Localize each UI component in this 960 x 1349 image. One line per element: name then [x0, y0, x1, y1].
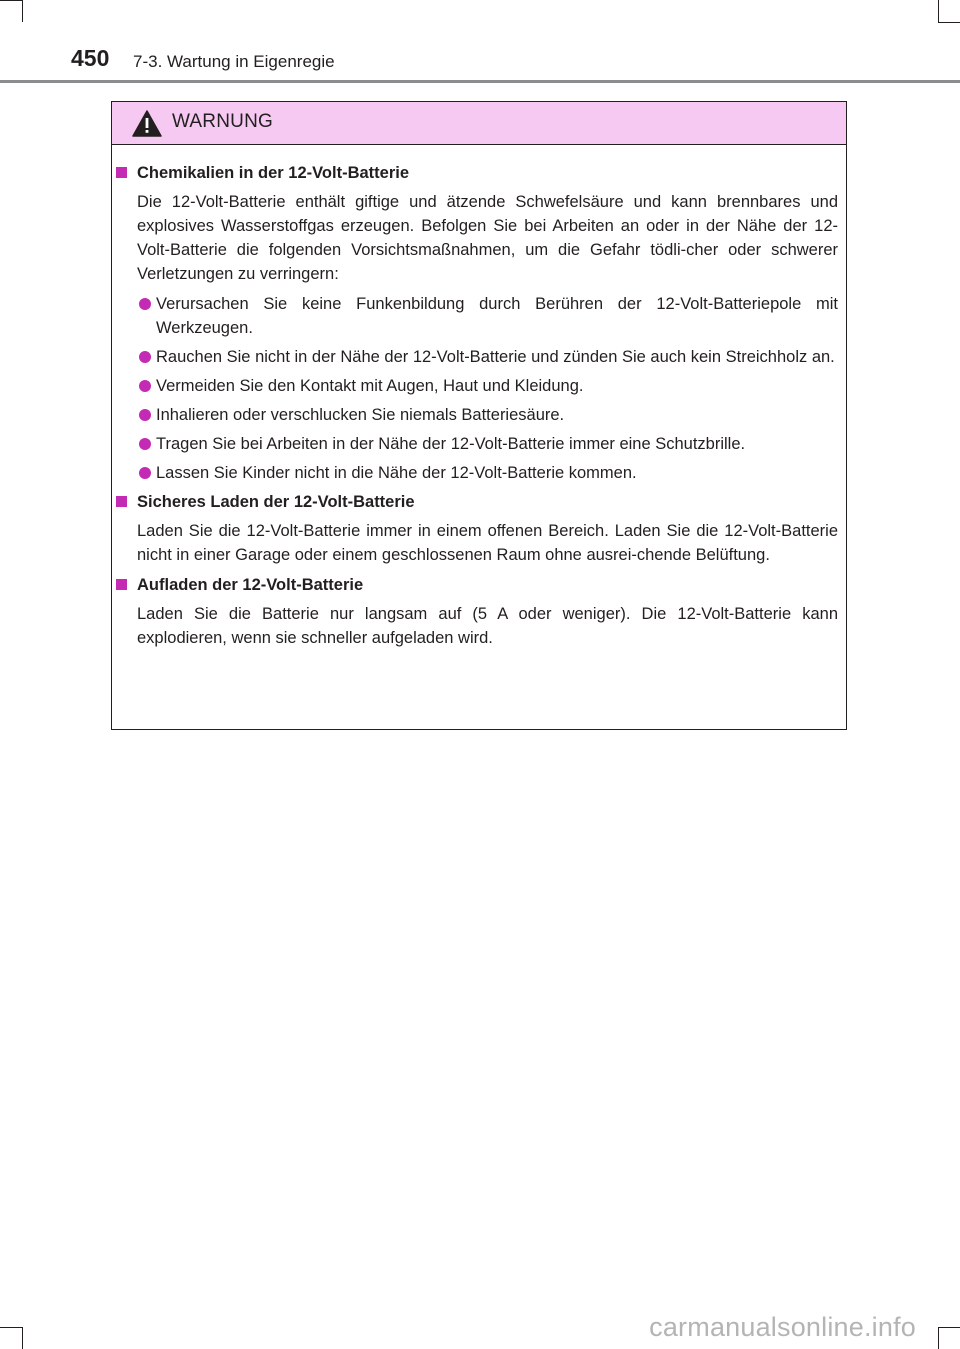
crop-mark — [938, 22, 960, 23]
circle-bullet-icon — [139, 380, 151, 392]
circle-bullet-icon — [139, 467, 151, 479]
crop-mark — [938, 1327, 960, 1328]
section-heading — [112, 161, 846, 185]
list-item — [156, 461, 838, 485]
crop-mark — [938, 1327, 939, 1349]
list-item-text: Lassen Sie Kinder nicht in die Nähe der 12-Volt-Batterie kommen. — [156, 464, 637, 482]
warning-box — [111, 101, 847, 730]
section-heading-text: Aufladen der 12-Volt-Batterie — [137, 576, 364, 594]
warning-title: WARNUNG — [172, 111, 273, 132]
square-bullet-icon — [116, 496, 127, 507]
crop-mark — [22, 1327, 23, 1349]
list-item — [156, 292, 838, 340]
section-text: Die 12-Volt-Batterie enthält giftige und ätzende Schwefelsäure und kann brennbares und explosives Wasserstoffgas erzeugen. Befolgen Sie bei Arbeiten an oder in der Nähe der 12-Volt-Batterie die folgenden Vorsichtsmaßnahmen, um die Gefahr tödli-cher oder schwerer Verletzungen zu verringern: — [137, 193, 838, 283]
section-text: Laden Sie die Batterie nur langsam auf (5 A oder weniger). Die 12-Volt-Batterie kann explodieren, wenn sie schneller aufgeladen wird. — [137, 605, 838, 647]
section-title: 7-3. Wartung in Eigenregie — [133, 52, 335, 71]
warning-section — [112, 490, 846, 567]
section-heading — [112, 490, 846, 514]
watermark: carmanualsonline.info — [649, 1312, 916, 1342]
warning-content — [112, 161, 846, 656]
crop-mark — [0, 0, 22, 1]
crop-mark — [0, 1327, 22, 1328]
page-number: 450 — [71, 45, 110, 71]
list-item-text: Vermeiden Sie den Kontakt mit Augen, Haut und Kleidung. — [156, 377, 584, 395]
list-item — [156, 432, 838, 456]
list-item-text: Rauchen Sie nicht in der Nähe der 12-Volt-Batterie und zünden Sie auch kein Streichholz an. — [156, 348, 835, 366]
circle-bullet-icon — [139, 351, 151, 363]
section-heading — [112, 573, 846, 597]
crop-mark — [22, 0, 23, 22]
square-bullet-icon — [116, 167, 127, 178]
list-item — [156, 345, 838, 369]
warning-section — [112, 161, 846, 485]
section-heading-text: Sicheres Laden der 12-Volt-Batterie — [137, 493, 415, 511]
list-item — [156, 374, 838, 398]
section-heading-text: Chemikalien in der 12-Volt-Batterie — [137, 164, 410, 182]
circle-bullet-icon — [139, 298, 151, 310]
warning-triangle-icon — [132, 110, 162, 137]
crop-mark — [938, 0, 939, 22]
section-text: Laden Sie die 12-Volt-Batterie immer in einem offenen Bereich. Laden Sie die 12-Volt-Batterie nicht in einer Garage oder einem geschlossenen Raum ohne ausrei-chende Belüftung. — [137, 522, 838, 564]
list-item-text: Verursachen Sie keine Funkenbildung durch Berühren der 12-Volt-Batteriepole mit Werkzeugen. — [156, 295, 838, 337]
circle-bullet-icon — [139, 409, 151, 421]
list-item-text: Tragen Sie bei Arbeiten in der Nähe der 12-Volt-Batterie immer eine Schutzbrille. — [156, 435, 746, 453]
header-rule — [0, 80, 960, 83]
warning-header — [112, 102, 846, 145]
list-item-text: Inhalieren oder verschlucken Sie niemals Batteriesäure. — [156, 406, 565, 424]
list-item — [156, 403, 838, 427]
square-bullet-icon — [116, 579, 127, 590]
warning-section — [112, 573, 846, 650]
circle-bullet-icon — [139, 438, 151, 450]
